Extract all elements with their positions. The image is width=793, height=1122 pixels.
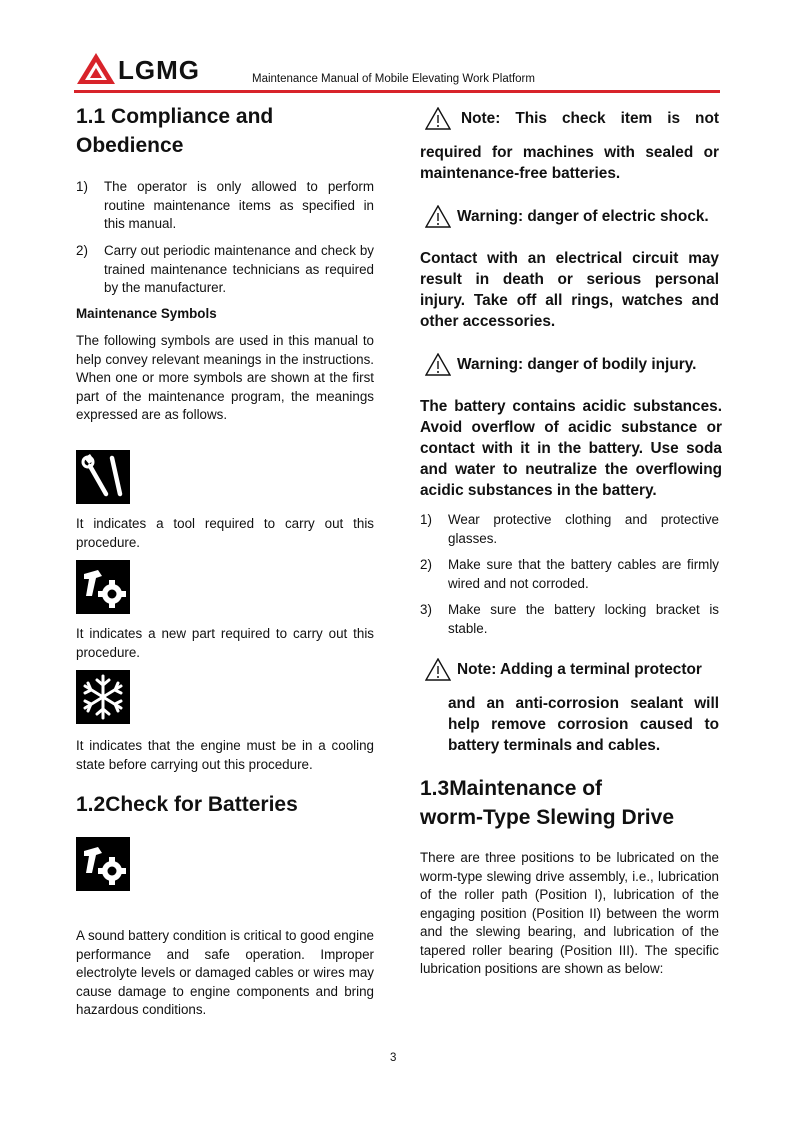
warning-1-head-text: Warning: danger of electric shock.: [457, 207, 709, 225]
page-number: 3: [390, 1052, 397, 1064]
list-item: [420, 556, 719, 593]
section-1-1-title-line2: Obedience: [76, 134, 184, 157]
manual-title: Maintenance Manual of Mobile Elevating Work Platform: [252, 73, 535, 85]
note-2-head-text: Note: Adding a terminal protector: [457, 660, 702, 678]
note-1-body: required for machines with sealed or maintenance-free batteries.: [420, 144, 719, 182]
battery-paragraph: A sound battery condition is critical to good engine performance and safe operation. Improper electrolyte levels or damaged cables or wires may cause damage to engine components and bring hazardous conditions.: [76, 928, 374, 1017]
list-item-number: 2): [420, 557, 432, 572]
warning-triangle-icon: [425, 205, 451, 228]
warning-2-heading: [425, 353, 725, 376]
slewing-drive-paragraph: There are three positions to be lubricated on the worm-type slewing drive assembly, i.e., lubrication of the roller path (Position I), lubrication of the engaging position (Position II) between the worm and the slewing bearing, and lubrication of the tapered roller bearing (Position III). The specific lubrication positions are shown as below:: [420, 850, 719, 976]
cooling-symbol-text: It indicates that the engine must be in a cooling state before carrying out this procedure.: [76, 738, 374, 772]
new-part-symbol-text: It indicates a new part required to carry out this procedure.: [76, 626, 374, 660]
section-1-3-title: [420, 774, 720, 832]
section-1-3-title-line2: worm-Type Slewing Drive: [420, 806, 674, 829]
section-1-3-title-line1: 1.3Maintenance of: [420, 777, 603, 800]
new-part-icon: [76, 837, 130, 891]
list-item-text: The operator is only allowed to perform routine maintenance items as specified in this manual.: [104, 179, 374, 231]
list-item-text: Carry out periodic maintenance and check by trained maintenance technicians as required by the manufacturer.: [104, 243, 374, 295]
list-item: [420, 511, 719, 548]
new-part-icon: [76, 560, 130, 614]
list-item-text: Make sure the battery locking bracket is stable.: [448, 602, 719, 636]
warning-triangle-icon: [425, 353, 451, 376]
list-item: [76, 242, 374, 298]
list-item-number: 2): [76, 243, 88, 258]
note-1-heading: [425, 107, 719, 130]
symbols-intro-paragraph: The following symbols are used in this manual to help convey relevant meanings in the instructions. When one or more symbols are shown at the first part of the maintenance program, the meanings expressed are as follows.: [76, 333, 374, 422]
tool-symbol-text: It indicates a tool required to carry out this procedure.: [76, 516, 374, 550]
warning-triangle-icon: [425, 658, 451, 681]
section-1-2-title: 1.2Check for Batteries: [76, 793, 298, 816]
lgmg-logo-icon: [76, 52, 116, 86]
list-item-text: Wear protective clothing and protective glasses.: [448, 512, 719, 546]
section-1-1-title-line1: 1.1 Compliance and: [76, 105, 274, 128]
list-item-number: 3): [420, 602, 432, 617]
header-divider: [74, 90, 720, 93]
section-1-1-title: [76, 102, 376, 160]
note-1-head-text: Note: This check item is not: [461, 109, 719, 127]
maintenance-symbols-heading: Maintenance Symbols: [76, 306, 217, 321]
list-item-text: Make sure that the battery cables are firmly wired and not corroded.: [448, 557, 719, 591]
warning-1-heading: [425, 205, 725, 228]
list-item: [420, 601, 719, 638]
note-2-body: and an anti-corrosion sealant will help remove corrosion caused to battery terminals and cables.: [448, 695, 719, 754]
note-2-heading: [425, 658, 719, 681]
warning-2-head-text: Warning: danger of bodily injury.: [457, 355, 697, 373]
list-item: [76, 178, 374, 234]
cooling-icon: [76, 670, 130, 724]
list-item-number: 1): [420, 512, 432, 527]
warning-triangle-icon: [425, 107, 451, 130]
warning-1-body: Contact with an electrical circuit may result in death or serious personal injury. Take off all rings, watches and other accessories.: [420, 250, 719, 330]
brand-name: LGMG: [118, 55, 200, 85]
tool-icon: [76, 450, 130, 504]
warning-2-body: The battery contains acidic substances. Avoid overflow of acidic substance or contact with it in the battery. Use soda and water to neutralize the overflowing acidic substances in the battery.: [420, 398, 722, 499]
list-item-number: 1): [76, 179, 88, 194]
